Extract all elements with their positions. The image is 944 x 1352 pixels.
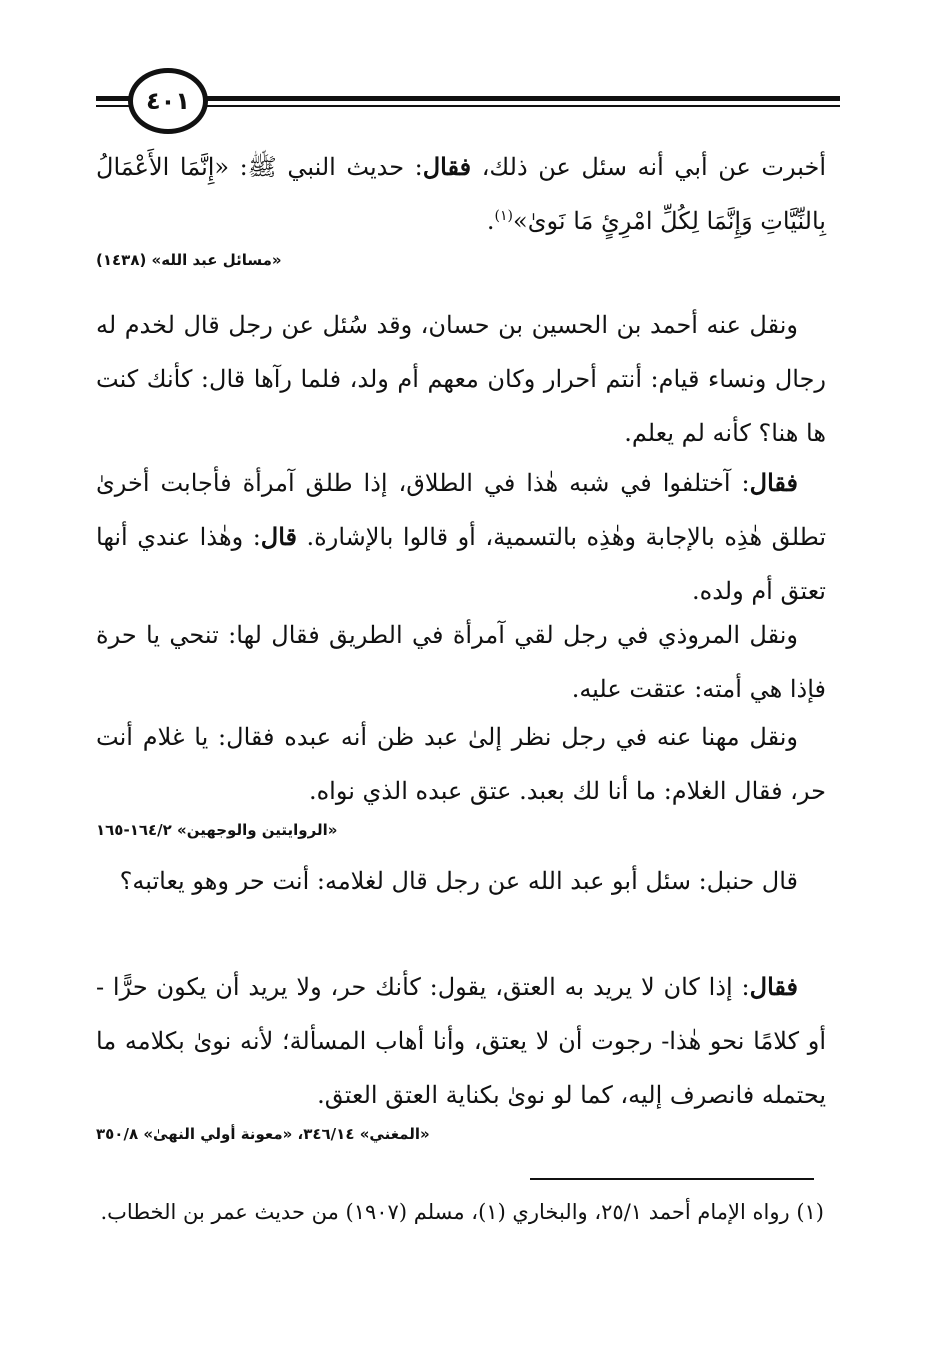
footnote-ref[interactable]: (١) (494, 208, 514, 224)
footnote (96, 1192, 824, 1232)
paragraph-7: فقال: إذا كان لا يريد به العتق، يقول: كأنك حر، ولا يريد أن يكون حرًّا - أو كلامًا نحو هٰذا- رجوت أن لا يعتق، وأنا أهاب المسألة؛ لأنه نوىٰ بكلامه ما يحتمله فانصرف إليه، كما لو نوىٰ بكناية العتق العتق. (96, 972, 826, 1109)
page-number-badge (128, 68, 208, 134)
keyword-qal: قال (260, 522, 298, 551)
main-text-6 (96, 854, 826, 908)
keyword-faqal: فقال (422, 152, 472, 181)
footnote-text: (١) رواه الإمام أحمد ٢٥/١، والبخاري (١)، مسلم (١٩٠٧) من حديث عمر بن الخطاب. (100, 1200, 824, 1224)
paragraph-1: أخبرت عن أبي أنه سئل عن ذلك، فقال: حديث النبي ﷺ: «إِنَّمَا الأَعْمَالُ بِالنِّيَّاتِ وَإِنَّمَا لِكُلِّ امْرِئٍ مَا نَوىٰ»$^{(١)}$. (96, 152, 826, 235)
paragraph-6: قال حنبل: سئل أبو عبد الله عن رجل قال لغلامه: أنت حر وهو يعاتبه؟ (119, 867, 798, 895)
source-citation: «مسائل عبد الله» (١٤٣٨) (96, 251, 282, 269)
main-text-2 (96, 298, 826, 460)
main-text (96, 140, 826, 272)
paragraph-2: ونقل عنه أحمد بن الحسين بن حسان، وقد سُئل عن رجل قال لخدم له رجال ونساء قيام: أنتم أحرار وكان معهم أم ولد، فلما رآها قال: كأنك كنت ها هنا؟ كأنه لم يعلم. (96, 311, 826, 447)
paragraph-5: ونقل مهنا عنه في رجل نظر إلىٰ عبد ظن أنه عبده فقال: يا غلام أنت حر، فقال الغلام: ما أنا لك بعبد. عتق عبده الذي نواه. (96, 723, 826, 805)
keyword-faqal: فقال (749, 972, 798, 1001)
source-citation: «الروايتين والوجهين» ١٦٤/٢-١٦٥ (96, 821, 338, 839)
page-number: ٤٠١ (146, 87, 190, 115)
main-text-4 (96, 608, 826, 716)
source-citation: «المغني» ٣٤٦/١٤، «معونة أولي النهىٰ» ٣٥٠/٨ (96, 1125, 430, 1143)
keyword-faqal: فقال (749, 468, 798, 497)
main-text-3 (96, 456, 826, 618)
paragraph-4: ونقل المروذي في رجل لقي آمرأة في الطريق فقال لها: تنحي يا حرة فإذا هي أمته: عتقت عليه. (96, 621, 826, 703)
main-text-5 (96, 710, 826, 842)
footnote-separator (530, 1178, 814, 1180)
paragraph-3: فقال: آختلفوا في شبه هٰذا في الطلاق، إذا طلق آمرأة فأجابت أخرىٰ تطلق هٰذِه بالإجابة وهٰذِه بالتسمية، أو قالوا بالإشارة. قال: وهٰذا عندي أنها تعتق أم ولده. (96, 468, 826, 605)
main-text-7 (96, 960, 826, 1146)
